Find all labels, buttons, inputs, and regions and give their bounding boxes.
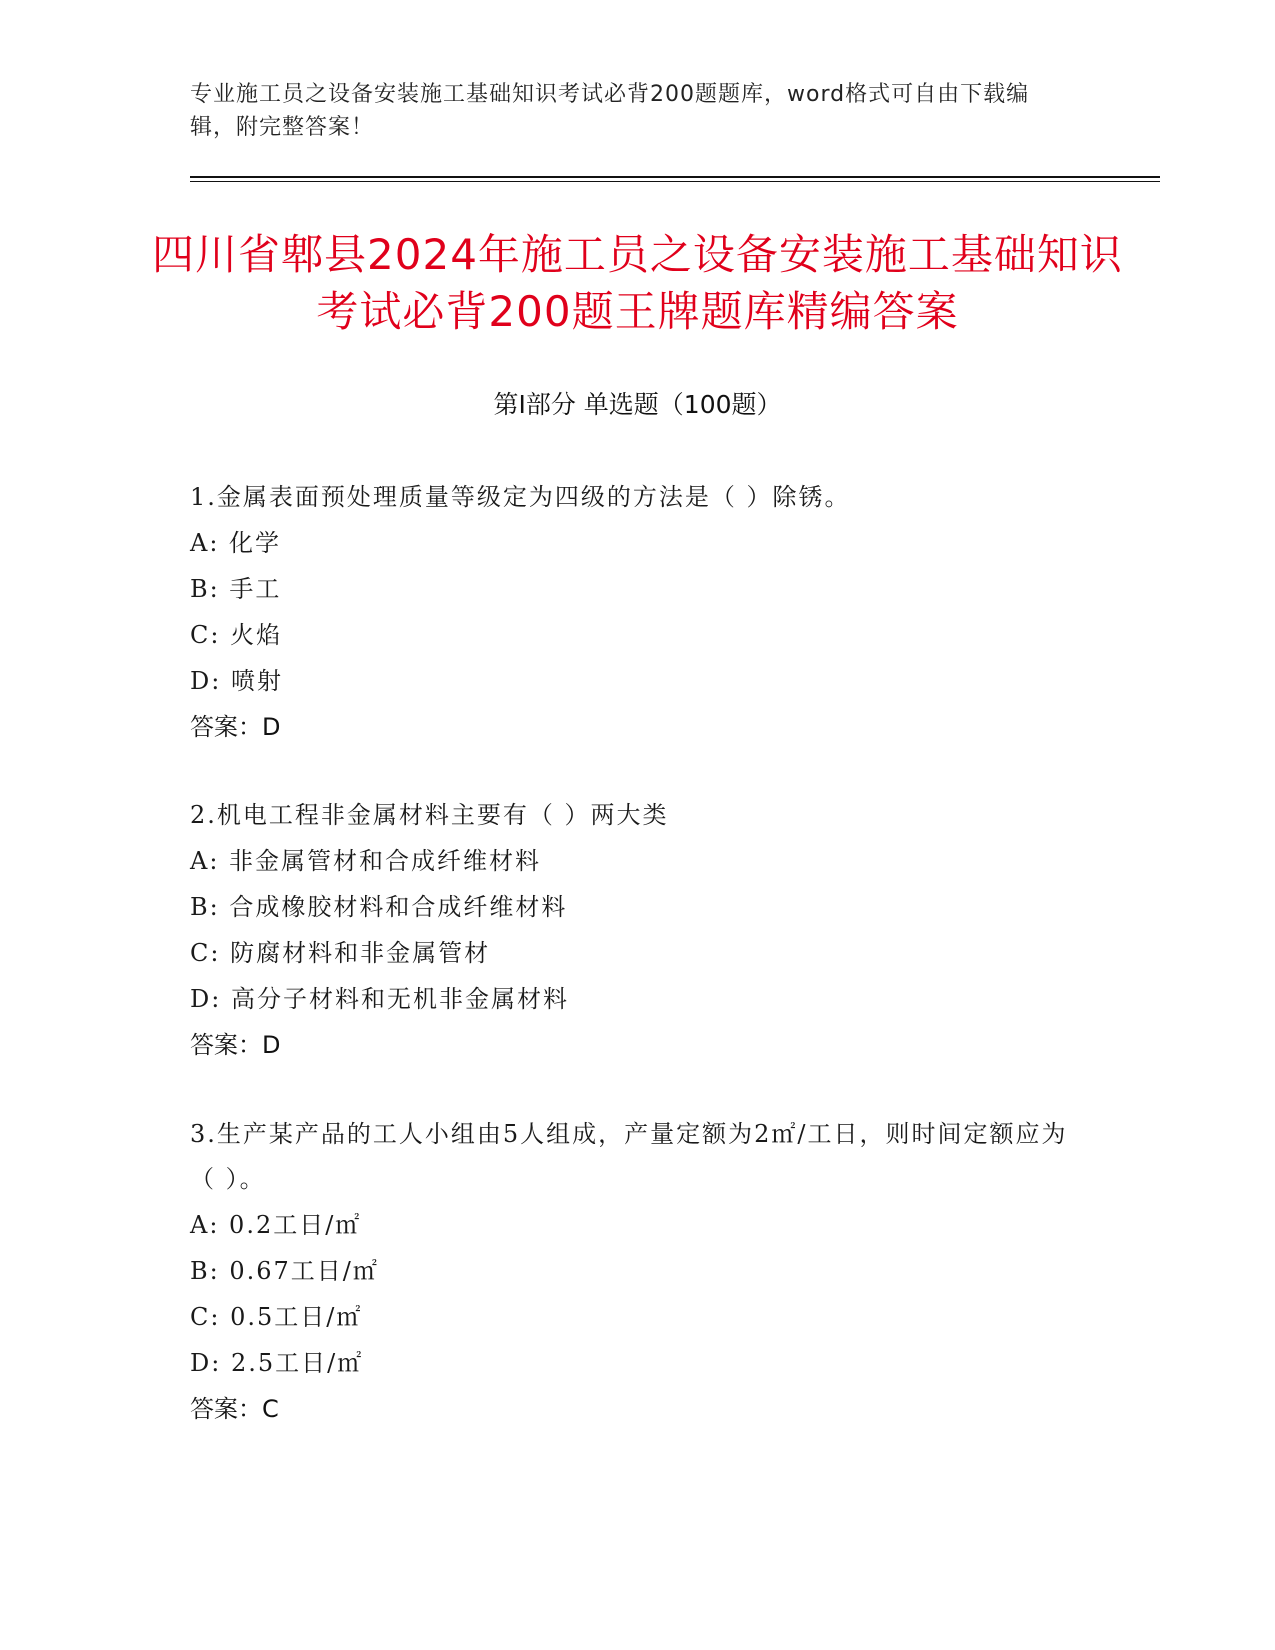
- question-stem: 3.生产某产品的工人小组由5人组成，产量定额为2㎡/工日，则时间定额应为（ ）。: [190, 1120, 1068, 1193]
- answer: 答案：D: [190, 1031, 281, 1059]
- option-c: C: 防腐材料和非金属管材: [190, 939, 491, 967]
- document-title: 四川省郫县2024年施工员之设备安装施工基础知识考试必背200题王牌题库精编答案: [152, 230, 1123, 336]
- question-3: [190, 1112, 1090, 1432]
- option-d: D: 喷射: [190, 667, 283, 695]
- option-b: B: 合成橡胶材料和合成纤维材料: [190, 893, 568, 921]
- option-d: D: 高分子材料和无机非金属材料: [190, 985, 569, 1013]
- option-c: C: 火焰: [190, 621, 283, 649]
- option-a: A: 非金属管材和合成纤维材料: [190, 847, 542, 875]
- option-a: A: 0.2工日/㎡: [190, 1211, 362, 1239]
- answer: 答案：D: [190, 713, 281, 741]
- option-d: D: 2.5工日/㎡: [190, 1349, 364, 1377]
- question-stem: 1.金属表面预处理质量等级定为四级的方法是（ ）除锈。: [190, 483, 851, 511]
- section-title: 第Ⅰ部分 单选题（100题）: [493, 390, 782, 419]
- option-a: A: 化学: [190, 529, 282, 557]
- question-1: [190, 474, 1090, 750]
- option-b: B: 0.67工日/㎡: [190, 1257, 379, 1285]
- option-c: C: 0.5工日/㎡: [190, 1303, 363, 1331]
- header-divider-thick: [190, 176, 1160, 178]
- question-2: [190, 792, 1090, 1068]
- header-divider-thin: [190, 181, 1160, 182]
- header-note: 专业施工员之设备安装施工基础知识考试必背200题题库，word格式可自由下载编辑，附完整答案！: [190, 82, 1030, 140]
- option-b: B: 手工: [190, 575, 282, 603]
- question-stem: 2.机电工程非金属材料主要有（ ）两大类: [190, 801, 669, 829]
- answer: 答案：C: [190, 1395, 279, 1423]
